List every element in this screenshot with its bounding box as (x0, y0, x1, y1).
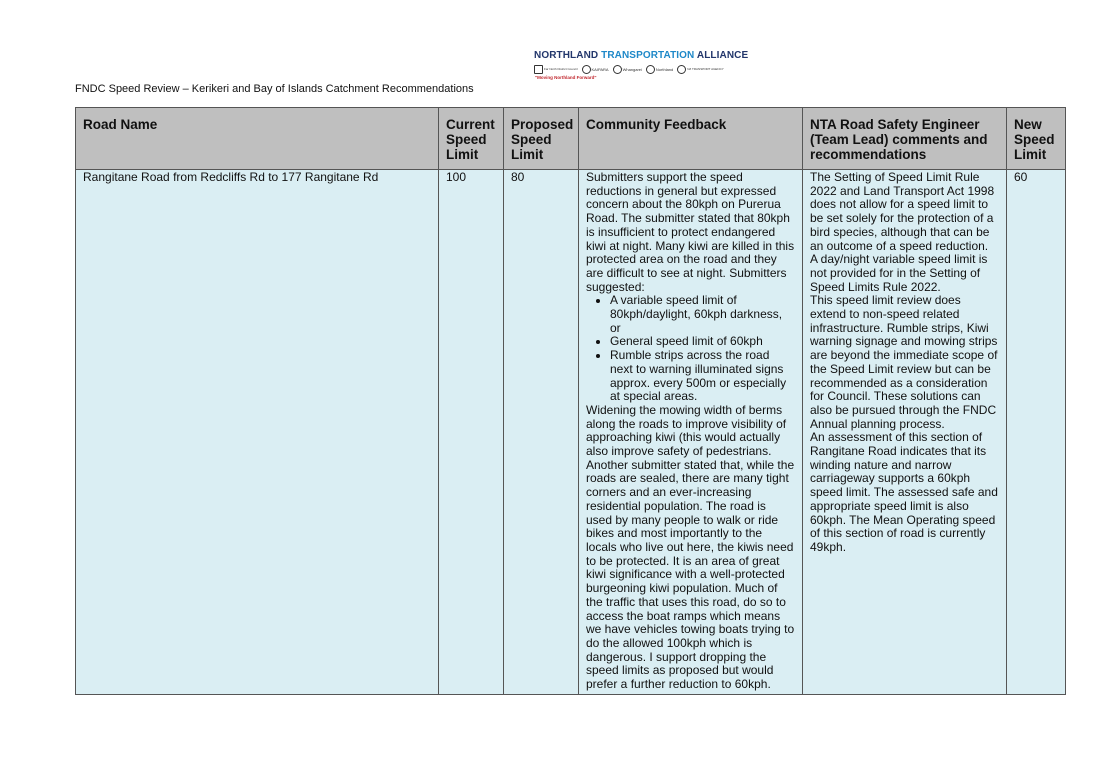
nta-paragraph: An assessment of this section of Rangitane Road indicates that its winding nature and narrow carriageway supports a 60kph speed limit. The assessed safe and appropriate speed limit is also 60kph. The Mean Operating speed of this section of road is currently 49kph. (810, 430, 998, 554)
nta-paragraph: The Setting of Speed Limit Rule 2022 and Land Transport Act 1998 does not allow for a speed limit to be set solely for the protection of a bird species, although that can be an outcome of a speed reduction. (810, 170, 995, 253)
logo-partners (534, 64, 724, 74)
logo-word-northland: NORTHLAND (534, 50, 599, 61)
cell-new-speed: 60 (1007, 170, 1066, 695)
partner-kaipara: KAIPARA (582, 65, 609, 74)
cell-road-name: Rangitane Road from Redcliffs Rd to 177 Rangitane Rd (76, 170, 439, 695)
logo-word-alliance: ALLIANCE (696, 50, 749, 61)
logo-word-transportation: TRANSPORTATION (601, 50, 695, 61)
nta-paragraph: A day/night variable speed limit is not provided for in the Setting of Speed Limits Rule 2022. (810, 252, 988, 294)
list-item: • General speed limit of 60kph (610, 335, 795, 349)
header-nta-comments: NTA Road Safety Engineer (Team Lead) comments and recommendations (803, 108, 1007, 170)
cell-community-feedback (579, 170, 803, 695)
feedback-suggestions-list (586, 294, 795, 404)
table-header-row (76, 108, 1066, 170)
partner-northland: Northland (646, 65, 673, 74)
logo-title (534, 50, 749, 62)
cell-proposed-speed: 80 (504, 170, 579, 695)
speed-review-table (75, 107, 1066, 695)
header-new-speed: New Speed Limit (1007, 108, 1066, 170)
nta-paragraph: This speed limit review does extend to non-speed related infrastructure. Rumble strips, Kiwi warning signage and mowing strips are beyond the immediate scope of the Speed Limit review but can be recommended as a consideration for Council. These solutions can also be pursued through the FNDC Annual planning process. (810, 293, 998, 431)
fndc-logo-icon (534, 65, 543, 74)
kaipara-logo-icon (582, 65, 591, 74)
cell-current-speed: 100 (439, 170, 504, 695)
partner-whangarei: Whangarei (613, 65, 642, 74)
whangarei-logo-icon (613, 65, 622, 74)
header-road-name: Road Name (76, 108, 439, 170)
feedback-intro: Submitters support the speed reductions in general but expressed concern about the 80kph on Purerua Road. The submitter stated that 80kph is insufficient to protect endangered kiwi at night. Many kiwi are killed in this protected area on the road and they are difficult to see at night. Submitters suggested: (586, 170, 795, 294)
partner-nzta: NZ TRANSPORT AGENCY (677, 65, 724, 74)
header-proposed-speed: Proposed Speed Limit (504, 108, 579, 170)
partner-fndc: Far North District Council (534, 65, 578, 74)
table-row (76, 170, 1066, 695)
cell-nta-comments (803, 170, 1007, 695)
logo-tagline: "Moving Northland Forward" (535, 75, 597, 80)
feedback-second-submitter: Another submitter stated that, while the roads are sealed, there are many tight corners and an ever-increasing residential population. The road is used by many people to walk or ride bikes and most importantly to the locals who live out here, the kiwis need to be protected. It is an area of great kiwi significance with a well-protected burgeoning kiwi population. Much of the traffic that uses this road, do so to access the boat ramps which means we have vehicles towing boats trying to do the allowed 100kph which is dangerous. I support dropping the speed limits as proposed but would prefer a further reduction to 60kph. (586, 457, 795, 692)
header-current-speed: Current Speed Limit (439, 108, 504, 170)
header-community-feedback: Community Feedback (579, 108, 803, 170)
list-item: • Rumble strips across the road next to warning illuminated signs approx. every 500m or especially at special areas. (610, 349, 795, 404)
feedback-after-list: Widening the mowing width of berms along the roads to improve visibility of approaching kiwi (this would actually also improve safety of pedestrians. (586, 402, 787, 459)
nzta-logo-icon (677, 65, 686, 74)
document-title: FNDC Speed Review – Kerikeri and Bay of Islands Catchment Recommendations (75, 83, 474, 95)
list-item: • A variable speed limit of 80kph/daylight, 60kph darkness, or (610, 294, 795, 335)
nta-logo (534, 50, 749, 82)
northland-logo-icon (646, 65, 655, 74)
